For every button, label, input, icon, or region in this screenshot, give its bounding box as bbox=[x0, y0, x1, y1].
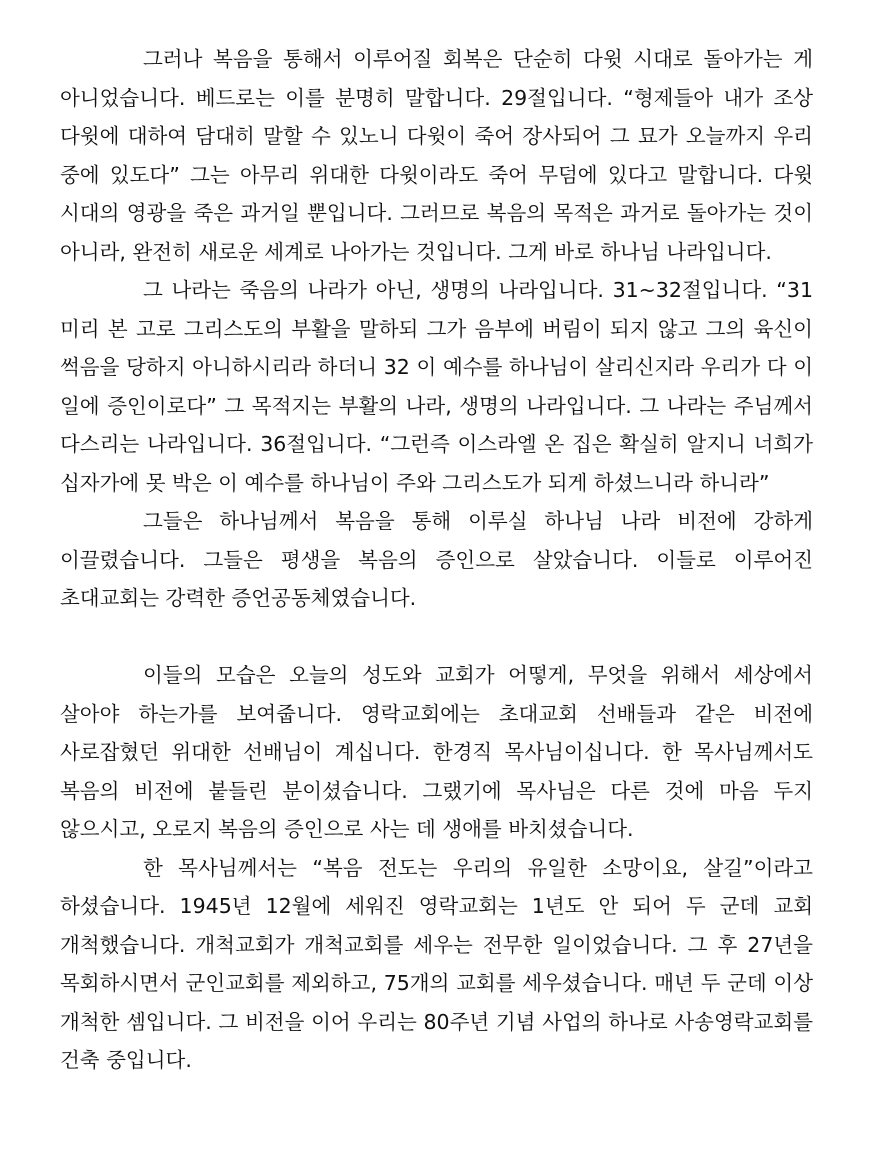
paragraph-3: 그들은 하나님께서 복음을 통해 이루실 하나님 나라 비전에 강하게 이끌렸습니다. 그들은 평생을 복음의 증인으로 살았습니다. 이들로 이루어진 초대교회는 강력한 증언공동체였습니다. bbox=[60, 509, 813, 610]
paragraph-spacer bbox=[60, 618, 813, 657]
paragraph-2: 그 나라는 죽음의 나라가 아닌, 생명의 나라입니다. 31~32절입니다. “31 미리 본 고로 그리스도의 부활을 말하되 그가 음부에 버림이 되지 않고 그의 육신이 썩음을 당하지 아니하시리라 하더니 32 이 예수를 하나님이 살리신지라 우리가 다 이 일에 증인이로다” 그 목적지는 부활의 나라, 생명의 나라입니다. 그 나라는 주님께서 다스리는 나라입니다. 36절입니다. “그런즉 이스라엘 온 집은 확실히 알지니 너희가 십자가에 못 박은 이 예수를 하나님이 주와 그리스도가 되게 하셨느니라 하니라” bbox=[60, 278, 813, 495]
paragraph-4: 이들의 모습은 오늘의 성도와 교회가 어떻게, 무엇을 위해서 세상에서 살아야 하는가를 보여줍니다. 영락교회에는 초대교회 선배들과 같은 비전에 사로잡혔던 위대한 선배님이 계십니다. 한경직 목사님이십니다. 한 목사님께서도 복음의 비전에 붙들린 분이셨습니다. 그랬기에 목사님은 다른 것에 마음 두지 않으시고, 오로지 복음의 증인으로 사는 데 생애를 바치셨습니다. bbox=[60, 663, 813, 841]
document-page bbox=[60, 40, 813, 1080]
paragraph-1: 그러나 복음을 통해서 이루어질 회복은 단순히 다윗 시대로 돌아가는 게 아니었습니다. 베드로는 이를 분명히 말합니다. 29절입니다. “형제들아 내가 조상 다윗에 대하여 담대히 말할 수 있노니 다윗이 죽어 장사되어 그 묘가 오늘까지 우리 중에 있도다” 그는 아무리 위대한 다윗이라도 죽어 무덤에 있다고 말합니다. 다윗 시대의 영광을 죽은 과거일 뿐입니다. 그러므로 복음의 목적은 과거로 돌아가는 것이 아니라, 완전히 새로운 세계로 나아가는 것입니다. 그게 바로 하나님 나라입니다. bbox=[60, 47, 813, 264]
paragraph-5: 한 목사님께서는 “복음 전도는 우리의 유일한 소망이요, 살길”이라고 하셨습니다. 1945년 12월에 세워진 영락교회는 1년도 안 되어 두 군데 교회 개척했습니다. 개척교회가 개척교회를 세우는 전무한 일이었습니다. 그 후 27년을 목회하시면서 군인교회를 제외하고, 75개의 교회를 세우셨습니다. 매년 두 군데 이상 개척한 셈입니다. 그 비전을 이어 우리는 80주년 기념 사업의 하나로 사송영락교회를 건축 중입니다. bbox=[60, 855, 813, 1072]
